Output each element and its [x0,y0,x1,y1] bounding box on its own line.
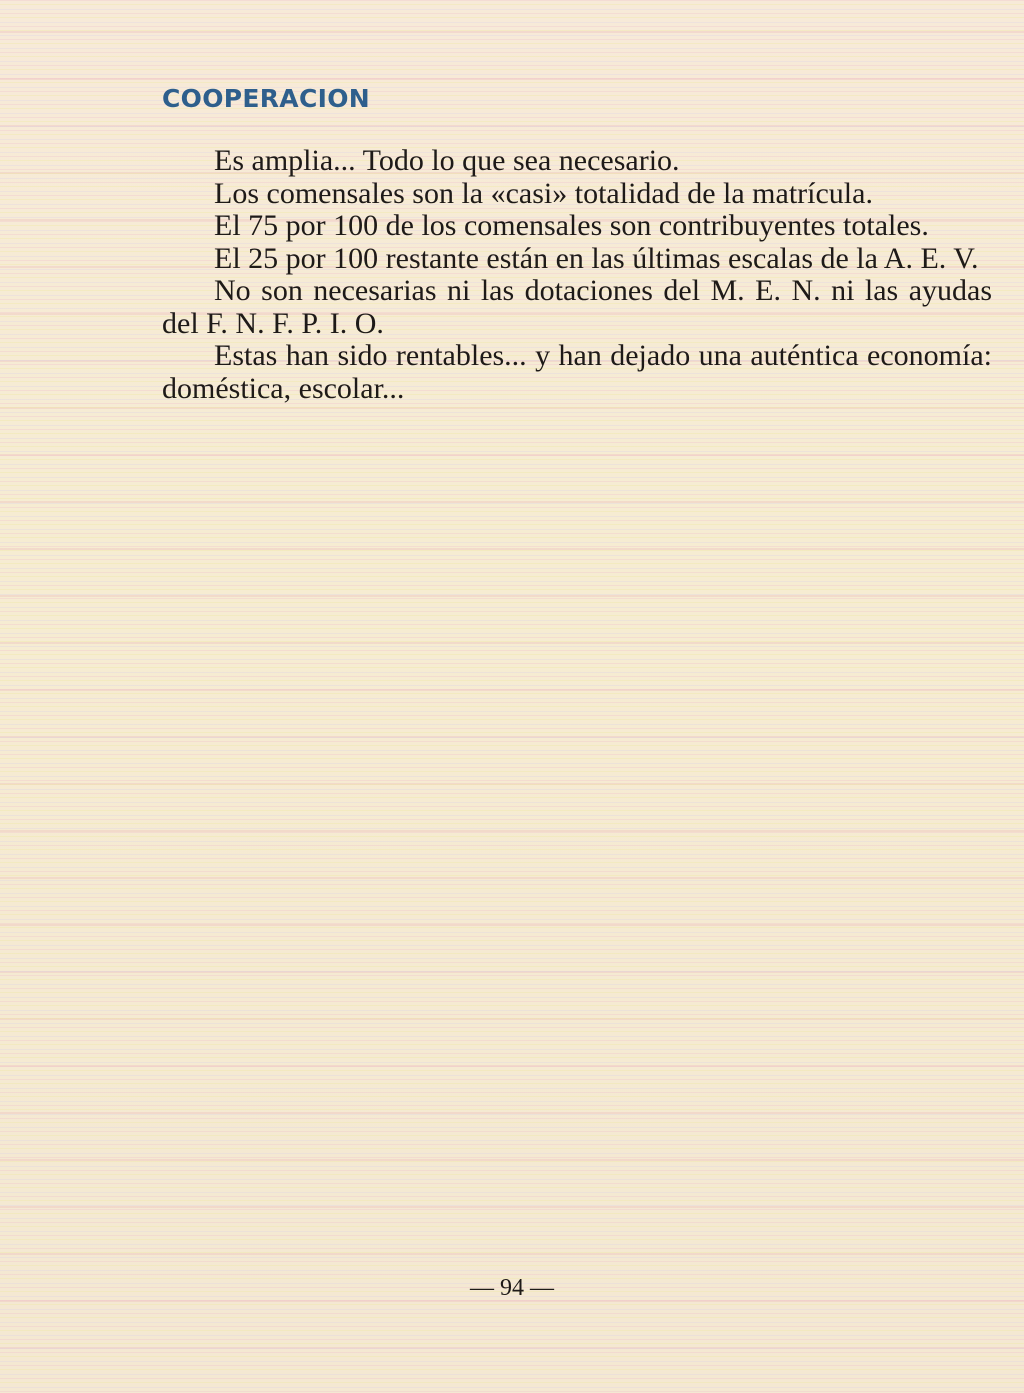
paragraph: No son necesarias ni las dotaciones del M. E. N. ni las ayudas del F. N. F. P. I. O. [162,274,992,340]
paragraph: Los comensales son la «casi» totalidad de la matrícula. [214,176,873,210]
body-text [162,145,992,405]
paragraph: El 25 por 100 restante están en las últimas escalas de la A. E. V. [214,241,979,275]
page-number: — 94 — [470,1275,554,1301]
paragraph: El 75 por 100 de los comensales son contribuyentes totales. [214,209,929,242]
section-heading: COOPERACION [162,84,370,113]
paragraph: Es amplia... Todo lo que sea necesario. [214,144,680,177]
paragraph: Estas han sido rentables... y han dejado una auténtica economía: doméstica, escolar... [162,339,992,405]
